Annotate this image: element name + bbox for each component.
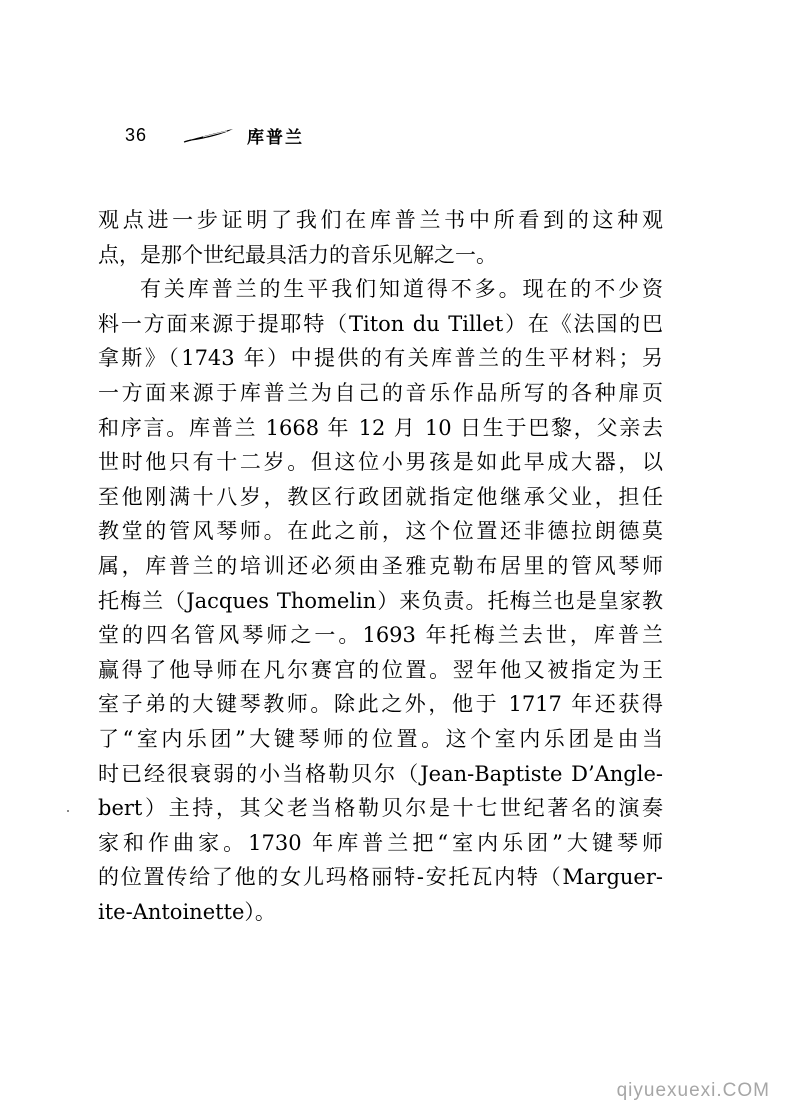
text-line: bert）主持，其父老当格勒贝尔是十七世纪著名的演奏 [98, 796, 663, 821]
text-line: 至他刚满十八岁，教区行政团就指定他继承父业，担任 [98, 484, 663, 509]
text-line: 一方面来源于库普兰为自己的音乐作品所写的各种扉页 [98, 380, 663, 405]
body-text [98, 203, 663, 929]
text-line: 拿斯》（1743 年）中提供的有关库普兰的生平材料；另 [98, 346, 663, 371]
text-line: 时已经很衰弱的小当格勒贝尔（Jean-Baptiste D’Angle- [98, 761, 663, 786]
page-header [125, 120, 304, 150]
margin-mark [67, 810, 69, 812]
quill-pen-icon [183, 127, 235, 143]
text-line: 教堂的管风琴师。在此之前，这个位置还非德拉朗德莫 [98, 519, 663, 544]
text-line: 料一方面来源于提耶特（Titon du Tillet）在《法国的巴 [98, 311, 663, 336]
text-line: 和序言。库普兰 1668 年 12 月 10 日生于巴黎，父亲去 [98, 415, 663, 440]
watermark: qiyuexuexi.COM [616, 1080, 770, 1101]
running-title: 库普兰 [247, 127, 304, 148]
text-line: 了“室内乐团”大键琴师的位置。这个室内乐团是由当 [98, 726, 663, 751]
text-line: 点，是那个世纪最具活力的音乐见解之一。 [98, 242, 497, 267]
text-line: 堂的四名管风琴师之一。1693 年托梅兰去世，库普兰 [98, 623, 663, 648]
text-line: 托梅兰（Jacques Thomelin）来负责。托梅兰也是皇家教 [98, 588, 663, 613]
text-line: 赢得了他导师在凡尔赛宫的位置。翌年他又被指定为王 [98, 657, 663, 682]
text-line: 家和作曲家。1730 年库普兰把“室内乐团”大键琴师 [98, 830, 663, 855]
text-line: ite-Antoinette）。 [98, 899, 276, 924]
text-line: 的位置传给了他的女儿玛格丽特-安托瓦内特（Marguer- [98, 865, 663, 890]
text-line: 有关库普兰的生平我们知道得不多。现在的不少资 [140, 277, 663, 302]
page-number: 36 [125, 124, 148, 145]
text-line: 室子弟的大键琴教师。除此之外，他于 1717 年还获得 [98, 692, 663, 717]
text-line: 属，库普兰的培训还必须由圣雅克勒布居里的管风琴师 [98, 553, 663, 578]
text-line: 世时他只有十二岁。但这位小男孩是如此早成大器，以 [98, 450, 663, 475]
text-line: 观点进一步证明了我们在库普兰书中所看到的这种观 [98, 208, 663, 232]
